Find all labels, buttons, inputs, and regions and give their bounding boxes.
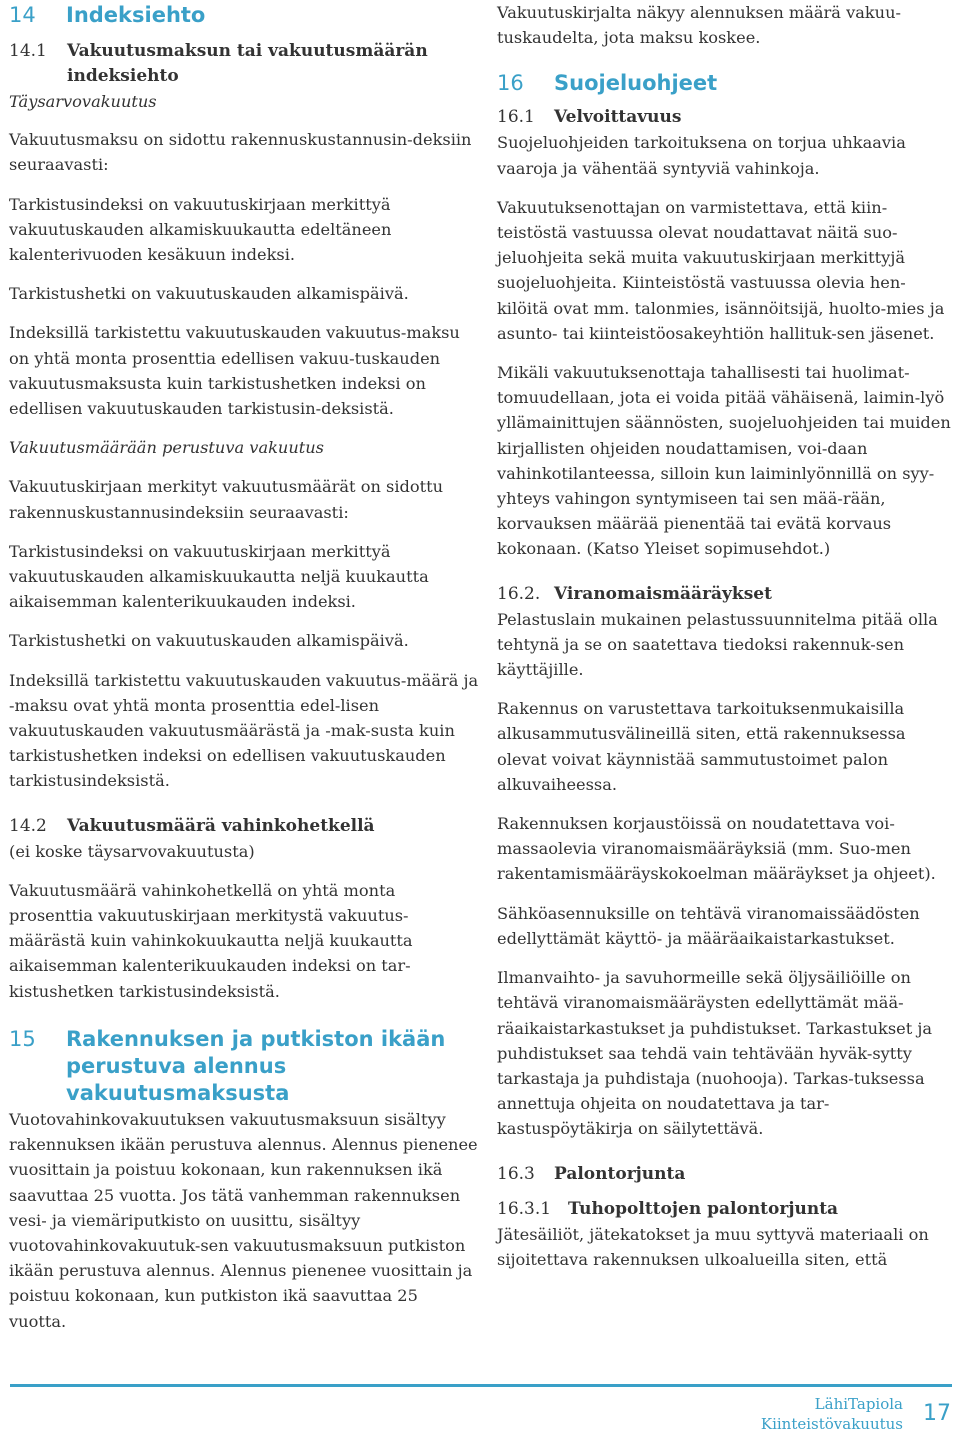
section-number: 14.2 (9, 815, 47, 836)
section-title: Indeksiehto (66, 3, 206, 27)
paragraph: Jätesäiliöt, jätekatokset ja muu syttyvä materiaali on sijoitettava rakennuksen ulkoalueilla siten, että (497, 1224, 929, 1269)
section-title: Suojeluohjeet (554, 71, 718, 96)
paragraph: Vakuutuskirjalta näkyy alennuksen määrä vakuu-tuskaudelta, jota maksu koskee. (497, 3, 902, 48)
section-15-heading (9, 1026, 479, 1107)
section-number: 14 (9, 3, 36, 27)
section-title: Viranomaismääräykset (554, 583, 772, 604)
section-16-1-heading (497, 105, 955, 130)
section-number: 16.3 (497, 1163, 535, 1184)
page-number: 17 (923, 1401, 951, 1426)
paragraph: Indeksillä tarkistettu vakuutuskauden vakuutus-määrä ja -maksu ovat yhtä monta prosenttia edel-lisen vakuutuskauden vakuutusmäärästä ja -mak-susta kuin tarkistushetken indeksi on edellisen vakuutuskauden tarkistusindeksistä. (9, 670, 479, 791)
paragraph: Suojeluohjeiden tarkoituksena on torjua uhkaavia vaaroja ja vähentää syntyviä vahinkoja. (497, 133, 906, 178)
paragraph: Rakennus on varustettava tarkoituksenmukaisilla alkusammutusvälineillä siten, että rakennuksessa olevat voivat käynnistää sammutustoimet palon alkuvaiheessa. (497, 699, 906, 794)
section-title: Rakennuksen ja putkiston ikään perustuva alennus vakuutusmaksusta (66, 1026, 446, 1105)
left-column (9, 0, 479, 1334)
right-column (497, 0, 955, 1272)
section-title: Tuhopolttojen palontorjunta (568, 1198, 839, 1219)
subheading-sum-insured: Vakuutusmäärään perustuva vakuutus (9, 438, 324, 458)
section-number: 16.2. (497, 583, 541, 604)
section-14-heading (9, 2, 479, 29)
section-number: 14.1 (9, 41, 47, 61)
paragraph: Tarkistusindeksi on vakuutuskirjaan merkittyä vakuutuskauden alkamiskuukautta edeltäneen kalenterivuoden kesäkuun indeksi. (9, 194, 392, 265)
section-14-1-heading (9, 39, 479, 89)
section-title: Vakuutusmaksun tai vakuutusmäärän indeksiehto (67, 41, 428, 86)
section-number: 15 (9, 1026, 36, 1051)
paragraph: Tarkistusindeksi on vakuutuskirjaan merkittyä vakuutuskauden alkamiskuukautta neljä kuukautta aikaisemman kalenterikuukauden indeksi. (9, 541, 429, 612)
paragraph: Vakuutusmäärä vahinkohetkellä on yhtä monta prosenttia vakuutuskirjaan merkitystä vakuutus-määrästä kuin vahinkokuukautta neljä kuukautta aikaisemman kalenterikuukauden indeksi on tar-kistushetken tarkistusindeksistä. (9, 880, 413, 1001)
paragraph: (ei koske täysarvovakuutusta) (9, 841, 255, 861)
paragraph: Mikäli vakuutuksenottaja tahallisesti tai huolimat-tomuudellaan, jota ei voida pitää vähäisenä, laimin-lyö yllämainittujen säännösten, suojeluohjeiden tai muiden kirjallisten ohjeiden noudattamisen, voi-daan vahinkotilanteessa, silloin kun laiminlyönnillä on syy-yhteys vahingon syntymiseen tai sen mää-rään, korvauksen määrää pienentää tai evätä korvaus kokonaan. (Katso Yleiset sopimusehdot.) (497, 363, 951, 559)
paragraph: Indeksillä tarkistettu vakuutuskauden vakuutus-maksu on yhtä monta prosenttia edellisen vakuu-tuskauden vakuutusmaksusta kuin tarkistushetken indeksi on edellisen vakuutuskauden tarkistusin-deksistä. (9, 323, 460, 419)
brand-logo (761, 1394, 903, 1434)
brand-product: Kiinteistövakuutus (760, 1415, 903, 1433)
paragraph: Tarkistushetki on vakuutuskauden alkamispäivä. (9, 284, 409, 304)
paragraph: Vuotovahinkovakuutuksen vakuutusmaksuun sisältyy rakennuksen ikään perustuva alennus. Alennus pienenee vuosittain ja poistuu kokonaan, kun rakennuksen ikä saavuttaa 25 vuotta. Jos tätä vanhemman rakennuksen vesi- ja viemäriputkisto on uusittu, sisältyy vuotovahinkovakuutuk-sen vakuutusmaksuun putkiston ikään perustuva alennus. Alennus pienenee vuosittain ja poistuu kokonaan, kun putkiston ikä saavuttaa 25 vuotta. (9, 1109, 478, 1331)
section-16-2-heading (497, 582, 955, 607)
paragraph: Rakennuksen korjaustöissä on noudatettava voi-massaolevia viranomaismääräyksiä (mm. Suo-men rakentamismääräyskokoelman määräykset ja ohjeet). (497, 814, 936, 884)
section-number: 16.3.1 (497, 1198, 552, 1219)
paragraph: Vakuutuksenottajan on varmistettava, että kiin-teistöstä vastuussa olevat noudattavat näitä suo-jeluohjeita sekä muita vakuutuskirjaan merkittyjä suojeluohjeita. Kiinteistöstä vastuussa olevia hen-kilöitä ovat mm. talonmies, isännöitsijä, huolto-mies ja asunto- tai kiinteistöosakeyhtiön hallituk-sen jäsenet. (497, 197, 945, 343)
section-number: 16 (497, 71, 524, 96)
section-16-heading (497, 70, 955, 97)
section-title: Velvoittavuus (554, 107, 682, 128)
section-16-3-heading (497, 1162, 955, 1187)
paragraph: Sähköasennuksille on tehtävä viranomaissäädösten edellyttämät käyttö- ja määräaikaistarkastukset. (497, 903, 920, 948)
subheading-full-value: Täysarvovakuutus (9, 92, 157, 111)
section-title: Vakuutusmäärä vahinkohetkellä (67, 815, 375, 836)
section-number: 16.1 (497, 107, 535, 128)
paragraph: Vakuutuskirjaan merkityt vakuutusmäärät on sidottu rakennuskustannusindeksiin seuraavasti: (9, 477, 444, 522)
paragraph: Vakuutusmaksu on sidottu rakennuskustannusin-deksiin seuraavasti: (9, 130, 472, 175)
section-14-2-heading (9, 814, 479, 839)
paragraph: Tarkistushetki on vakuutuskauden alkamispäivä. (9, 631, 409, 651)
brand-name: LähiTapiola (814, 1395, 903, 1413)
section-title: Palontorjunta (554, 1163, 686, 1184)
section-16-3-1-heading (497, 1197, 955, 1222)
paragraph: Ilmanvaihto- ja savuhormeille sekä öljysäiliöille on tehtävä viranomaismääräysten edellyttämät mää-räaikaistarkastukset ja puhdistukset. Tarkastukset ja puhdistukset saa tehdä vain tehtävään hyväk-sytty tarkastaja ja puhdistaja (nuohooja). Tarkas-tuksessa annettuja ohjeita on noudatettava ja tar-kastuspöytäkirja on säilytettävä. (497, 968, 933, 1139)
paragraph: Pelastuslain mukainen pelastussuunnitelma pitää olla tehtynä ja se on saatettava tiedoksi rakennuk-sen käyttäjille. (497, 609, 938, 680)
footer-rule (10, 1384, 952, 1387)
